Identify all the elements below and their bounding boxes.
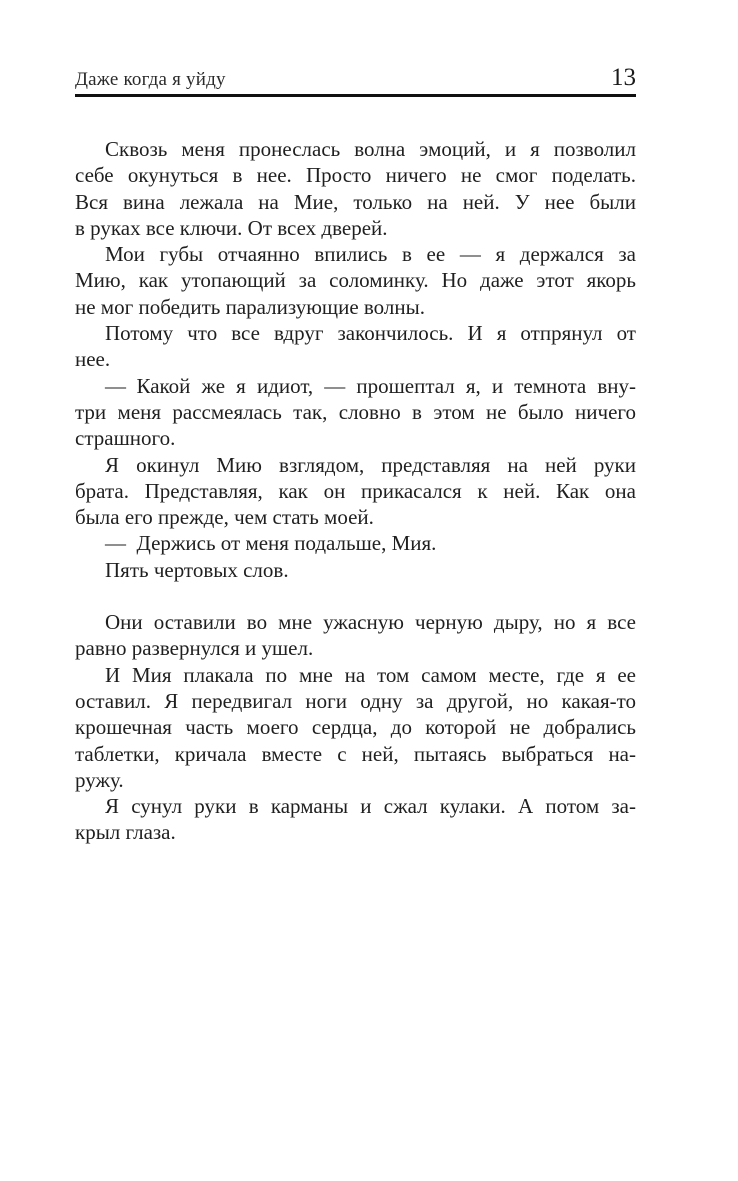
text-line: страшного. — [75, 426, 176, 451]
paragraph — [75, 609, 636, 662]
body-text — [75, 136, 636, 846]
paragraph — [75, 373, 636, 452]
text-line: Сквозь меня пронеслась волна эмоций, и я позволил — [105, 137, 636, 161]
running-title: Даже когда я уйду — [75, 69, 226, 90]
text-line: Мои губы отчаянно впились в ее — я держался за — [105, 242, 636, 267]
text-line: себе окунуться в нее. Просто ничего не смог поделать. — [75, 163, 636, 188]
text-line: ружу. — [75, 767, 124, 792]
text-line: крошечная часть моего сердца, до которой не добрались — [75, 715, 636, 740]
page-number: 13 — [611, 64, 636, 91]
text-line: — Держись от меня подальше, Мия. — [105, 531, 437, 556]
section-break — [75, 583, 636, 609]
text-line: Они оставили во мне ужасную черную дыру, но я все — [105, 610, 636, 635]
text-line: Пять чертовых слов. — [105, 557, 289, 582]
header-rule — [75, 94, 636, 97]
text-line: в руках все ключи. От всех дверей. — [75, 215, 388, 240]
text-line: не мог победить парализующие волны. — [75, 294, 425, 319]
paragraph — [75, 241, 636, 320]
text-line: три меня рассмеялась так, словно в этом не было ничего — [75, 399, 636, 424]
text-line: брата. Представляя, как он прикасался к ней. Как она — [75, 478, 636, 503]
page-content — [75, 64, 636, 846]
paragraph — [75, 793, 636, 846]
paragraph — [75, 662, 636, 793]
text-line: нее. — [75, 347, 111, 372]
text-line: равно развернулся и ушел. — [75, 636, 314, 661]
text-line: таблетки, кричала вместе с ней, пытаясь выбраться на- — [75, 741, 636, 766]
text-line: — Какой же я идиот, — прошептал я, и темнота вну- — [105, 373, 636, 398]
text-line: Потому что все вдруг закончилось. И я отпрянул от — [105, 321, 636, 346]
text-line: оставил. Я передвигал ноги одну за другой, но какая-то — [75, 688, 636, 713]
paragraph — [75, 557, 636, 583]
text-line: Я сунул руки в карманы и сжал кулаки. А потом за- — [105, 794, 636, 819]
text-line: Вся вина лежала на Мие, только на ней. У нее были — [75, 189, 636, 214]
paragraph — [75, 452, 636, 531]
text-line: Мию, как утопающий за соломинку. Но даже этот якорь — [75, 268, 636, 293]
paragraph — [75, 320, 636, 373]
text-line: Я окинул Мию взглядом, представляя на ней руки — [105, 452, 636, 477]
paragraph — [75, 530, 636, 556]
paragraph — [75, 136, 636, 241]
text-line: была его прежде, чем стать моей. — [75, 505, 374, 530]
text-line: И Мия плакала по мне на том самом месте, где я ее — [105, 662, 636, 687]
text-line: крыл глаза. — [75, 820, 176, 845]
page-header — [75, 64, 636, 92]
